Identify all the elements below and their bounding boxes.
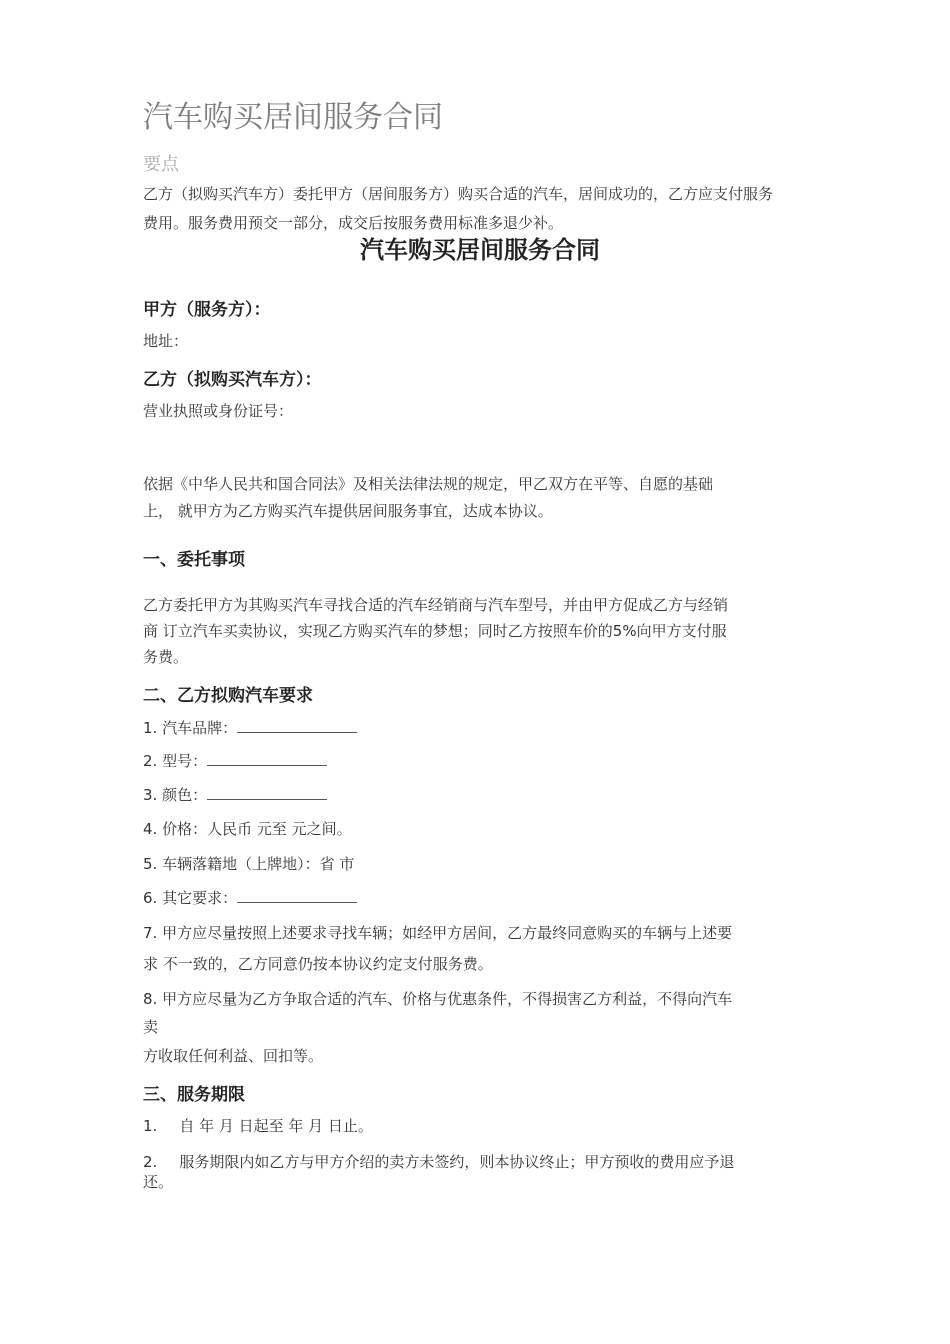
requirement-item bbox=[143, 853, 354, 874]
requirement-item bbox=[143, 988, 732, 1009]
item-number: 5. bbox=[143, 855, 158, 873]
item-text: 汽车品牌： bbox=[162, 719, 238, 737]
item-number: 7. bbox=[143, 924, 158, 942]
percentage-value: 5% bbox=[612, 622, 637, 640]
item-text: 甲方应尽量按照上述要求寻找车辆；如经甲方居间，乙方最终同意购买的车辆与上述要 bbox=[162, 924, 733, 942]
term-item bbox=[143, 1151, 734, 1172]
term-item-continued: 还。 bbox=[143, 1173, 174, 1191]
preamble-line: 上， 就甲方为乙方购买汽车提供居间服务事宜，达成本协议。 bbox=[143, 502, 553, 520]
item-number: 6. bbox=[143, 889, 158, 907]
preamble-line: 依据《中华人民共和国合同法》及相关法律法规的规定，甲乙双方在平等、自愿的基础 bbox=[143, 475, 714, 493]
section-3-heading: 三、服务期限 bbox=[143, 1085, 245, 1105]
section-1-heading: 一、委托事项 bbox=[143, 550, 245, 570]
section-1-text: 向甲方支付服 bbox=[636, 622, 727, 640]
fill-in-blank[interactable] bbox=[207, 751, 327, 766]
item-number: 8. bbox=[143, 990, 158, 1008]
party-b-id: 营业执照或身份证号： bbox=[143, 402, 294, 420]
item-text: 型号： bbox=[162, 752, 208, 770]
item-number: 1. bbox=[143, 1117, 158, 1135]
item-text: 自 年 月 日起至 年 月 日止。 bbox=[179, 1117, 373, 1135]
summary-line: 费用。服务费用预交一部分，成交后按服务费用标准多退少补。 bbox=[143, 214, 564, 232]
requirement-item bbox=[143, 717, 357, 738]
requirement-item-continued: 方收取任何利益、回扣等。 bbox=[143, 1047, 324, 1065]
fill-in-blank[interactable] bbox=[237, 718, 357, 733]
item-text: 颜色： bbox=[162, 786, 208, 804]
requirement-item bbox=[143, 818, 352, 839]
item-number: 1. bbox=[143, 719, 158, 737]
section-1-line: 乙方委托甲方为其购买汽车寻找合适的汽车经销商与汽车型号，并由甲方促成乙方与经销 bbox=[143, 596, 729, 614]
item-text: 服务期限内如乙方与甲方介绍的卖方未签约，则本协议终止；甲方预收的费用应予退 bbox=[179, 1153, 735, 1171]
fill-in-blank[interactable] bbox=[237, 888, 357, 903]
requirement-item bbox=[143, 922, 732, 943]
item-number: 4. bbox=[143, 820, 158, 838]
item-number: 2. bbox=[143, 752, 158, 770]
fill-in-blank[interactable] bbox=[207, 785, 327, 800]
section-1-line bbox=[143, 620, 727, 641]
requirement-item-continued: 卖 bbox=[143, 1018, 159, 1036]
item-text: 车辆落籍地（上牌地）：省 市 bbox=[162, 855, 355, 873]
summary-line: 乙方（拟购买汽车方）委托甲方（居间服务方）购买合适的汽车，居间成功的，乙方应支付服务 bbox=[143, 185, 774, 203]
section-2-heading: 二、乙方拟购汽车要求 bbox=[143, 686, 313, 706]
contract-title: 汽车购买居间服务合同 bbox=[360, 236, 600, 264]
party-a-address: 地址： bbox=[143, 332, 189, 350]
item-text: 价格：人民币 元至 元之间。 bbox=[162, 820, 352, 838]
term-item bbox=[143, 1115, 373, 1136]
requirement-item bbox=[143, 750, 327, 771]
section-1-text: 商 订立汽车买卖协议，实现乙方购买汽车的梦想；同时乙方按照车价的 bbox=[143, 622, 613, 640]
summary-heading: 要点 bbox=[143, 154, 179, 175]
party-b-label: 乙方（拟购买汽车方）： bbox=[143, 370, 322, 390]
section-1-line: 务费。 bbox=[143, 648, 189, 666]
requirement-item bbox=[143, 784, 327, 805]
item-number: 3. bbox=[143, 786, 158, 804]
requirement-item bbox=[143, 887, 357, 908]
item-number: 2. bbox=[143, 1153, 158, 1171]
party-a-label: 甲方（服务方）： bbox=[143, 300, 271, 320]
requirement-item-continued: 求 不一致的，乙方同意仍按本协议约定支付服务费。 bbox=[143, 955, 493, 973]
item-text: 其它要求： bbox=[162, 889, 238, 907]
document-title: 汽车购买居间服务合同 bbox=[143, 100, 443, 135]
item-text: 甲方应尽量为乙方争取合适的汽车、价格与优惠条件，不得损害乙方利益，不得向汽车 bbox=[162, 990, 733, 1008]
